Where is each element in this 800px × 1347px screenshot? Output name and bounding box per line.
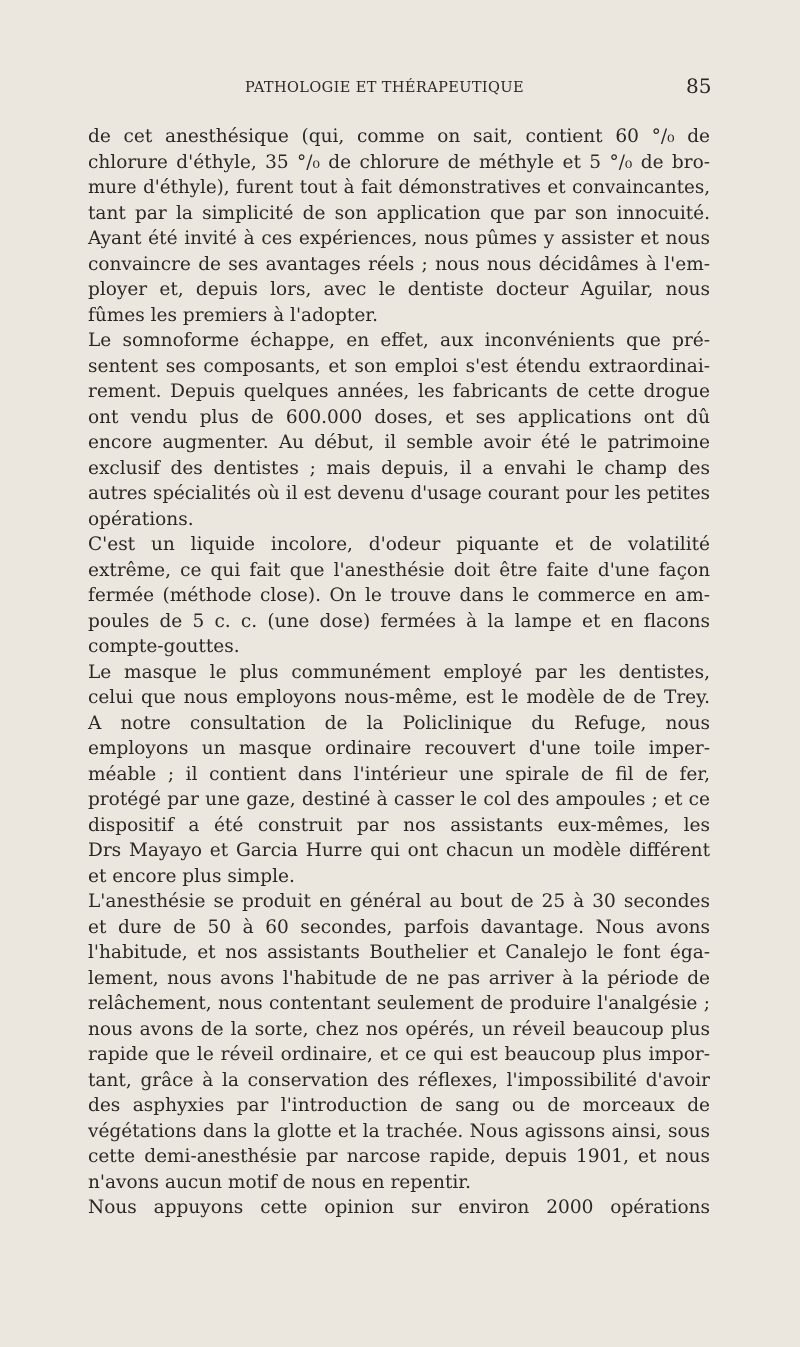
page-header [0, 74, 800, 102]
text-line: Ayant été invité à ces expériences, nous pûmes y assister et nous [88, 228, 710, 249]
text-line: autres spécialités où il est devenu d'usage courant pour les petites [88, 483, 710, 504]
text-line: de cet anesthésique (qui, comme on sait, contient 60 °/₀ de [88, 126, 710, 147]
text-line: compte-gouttes. [88, 636, 240, 657]
text-line: fûmes les premiers à l'adopter. [88, 304, 378, 326]
text-line: exclusif des dentistes ; mais depuis, il a envahi le champ des [88, 457, 710, 479]
text-line: des asphyxies par l'introduction de sang ou de morceaux de [88, 1095, 710, 1116]
text-line: mure d'éthyle), furent tout à fait démonstratives et convaincantes, [88, 177, 710, 198]
text-line: encore augmenter. Au début, il semble avoir été le patrimoine [88, 432, 710, 453]
text-line: employons un masque ordinaire recouvert d'une toile imper- [88, 738, 710, 759]
text-line: ployer et, depuis lors, avec le dentiste docteur Aguilar, nous [88, 279, 710, 300]
text-line: dispositif a été construit par nos assistants eux-mêmes, les [88, 814, 710, 836]
text-line: celui que nous employons nous-même, est le modèle de de Trey. [88, 687, 710, 708]
text-line: relâchement, nous contentant seulement de produire l'analgésie ; [88, 993, 710, 1014]
text-line: méable ; il contient dans l'intérieur une spirale de fil de fer, [88, 763, 710, 785]
text-line: rement. Depuis quelques années, les fabricants de cette drogue [88, 381, 710, 402]
text-line: chlorure d'éthyle, 35 °/₀ de chlorure de méthyle et 5 °/₀ de bro- [88, 151, 710, 173]
text-line: végétations dans la glotte et la trachée. Nous agissons ainsi, sous [88, 1120, 710, 1142]
text-line: nous avons de la sorte, chez nos opérés, un réveil beaucoup plus [88, 1018, 710, 1040]
text-line: protégé par une gaze, destiné à casser le col des ampoules ; et ce [88, 789, 710, 810]
text-line: opérations. [88, 508, 194, 530]
text-line: et dure de 50 à 60 secondes, parfois davantage. Nous avons [88, 916, 710, 938]
text-line: et encore plus simple. [88, 865, 295, 887]
text-line: fermée (méthode close). On le trouve dans le commerce en am- [88, 585, 710, 606]
text-line: C'est un liquide incolore, d'odeur piquante et de volatilité [88, 534, 710, 555]
text-line: tant par la simplicité de son application que par son innocuité. [88, 202, 710, 224]
text-line: lement, nous avons l'habitude de ne pas arriver à la période de [88, 967, 710, 989]
text-line: cette demi-anesthésie par narcose rapide, depuis 1901, et nous [88, 1146, 710, 1167]
text-line: sentent ses composants, et son emploi s'est étendu extraordinai- [88, 355, 710, 377]
text-line: n'avons aucun motif de nous en repentir. [88, 1171, 471, 1193]
text-line: poules de 5 c. c. (une dose) fermées à la lampe et en flacons [88, 610, 710, 632]
text-line: Nous appuyons cette opinion sur environ 2000 opérations [88, 1197, 710, 1218]
text-line: extrême, ce qui fait que l'anesthésie doit être faite d'une façon [88, 559, 710, 581]
text-line: ont vendu plus de 600.000 doses, et ses applications ont dû [88, 406, 710, 428]
text-line: l'habitude, et nos assistants Bouthelier et Canalejo le font éga- [88, 942, 710, 963]
text-line: Le somnoforme échappe, en effet, aux inconvénients que pré- [88, 330, 710, 351]
text-line: rapide que le réveil ordinaire, et ce qui est beaucoup plus impor- [88, 1044, 710, 1065]
text-line: Le masque le plus communément employé par les dentistes, [88, 661, 710, 683]
running-title: PATHOLOGIE ET THÉRAPEUTIQUE [245, 80, 524, 96]
text-line: Drs Mayayo et Garcia Hurre qui ont chacun un modèle différent [88, 840, 710, 861]
text-line: tant, grâce à la conservation des réflexes, l'impossibilité d'avoir [88, 1069, 710, 1091]
text-line: convaincre de ses avantages réels ; nous nous décidâmes à l'em- [88, 253, 710, 275]
text-line: A notre consultation de la Policlinique du Refuge, nous [88, 712, 710, 734]
text-line: L'anesthésie se produit en général au bout de 25 à 30 secondes [88, 891, 710, 912]
page-number: 85 [686, 74, 712, 98]
